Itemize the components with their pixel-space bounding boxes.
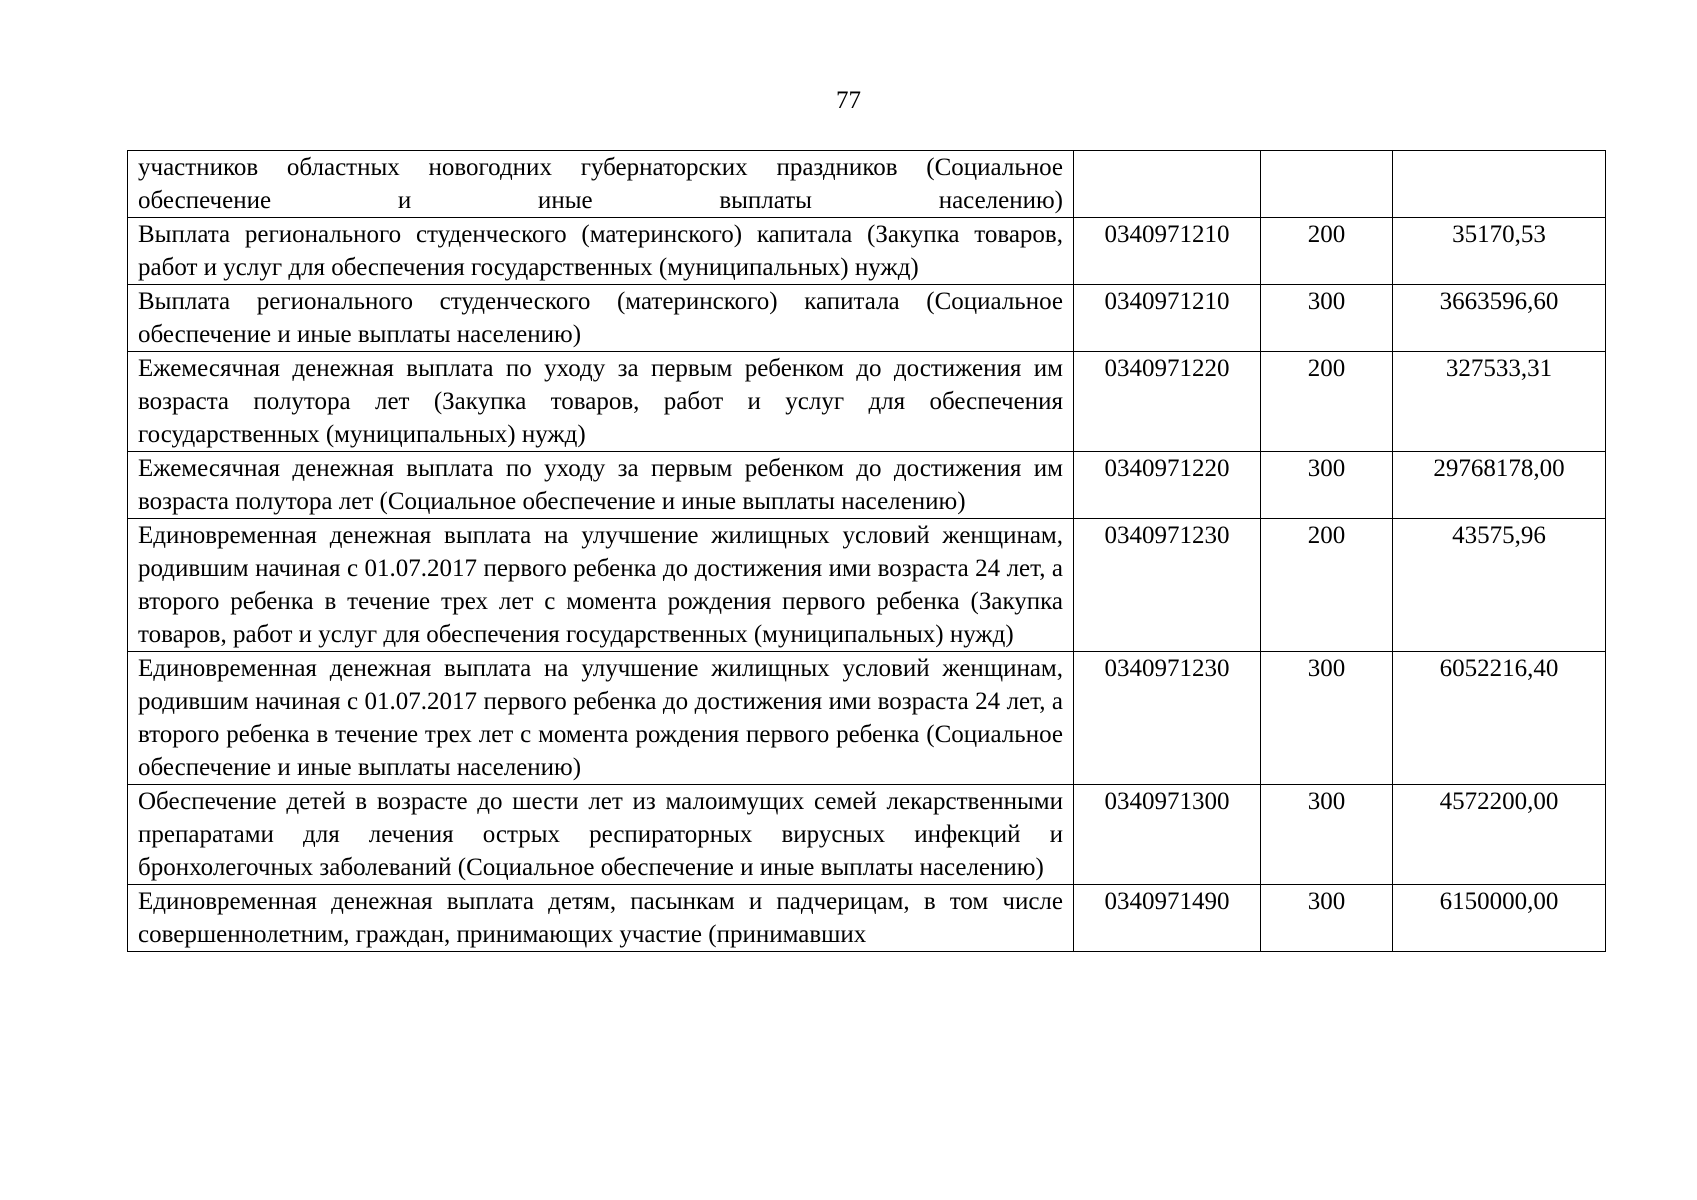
table-row [128,151,1606,218]
row-code: 0340971300 [1074,785,1261,885]
row-amount: 43575,96 [1393,519,1606,652]
table-row [128,519,1606,652]
row-description: Единовременная денежная выплата детям, пасынкам и падчерицам, в том числе совершеннолетним, граждан, принимающих участие (принимавших [128,885,1074,952]
row-code [1074,151,1261,218]
row-description: Ежемесячная денежная выплата по уходу за первым ребенком до достижения им возраста полутора лет (Социальное обеспечение и иные выплаты населению) [128,452,1074,519]
table-row [128,885,1606,952]
row-description: Обеспечение детей в возрасте до шести лет из малоимущих семей лекарственными препаратами для лечения острых респираторных вирусных инфекций и бронхолегочных заболеваний (Социальное обеспечение и иные выплаты населению) [128,785,1074,885]
row-expense-type: 300 [1261,785,1393,885]
row-amount: 6150000,00 [1393,885,1606,952]
row-code: 0340971490 [1074,885,1261,952]
page-number: 77 [836,87,861,114]
budget-table [127,150,1606,952]
row-code: 0340971230 [1074,519,1261,652]
row-description: Единовременная денежная выплата на улучшение жилищных условий женщинам, родившим начиная с 01.07.2017 первого ребенка до достижения ими возраста 24 лет, а второго ребенка в течение трех лет с момента рождения первого ребенка (Социальное обеспечение и иные выплаты населению) [128,652,1074,785]
row-expense-type [1261,151,1393,218]
table-row [128,785,1606,885]
row-description: Единовременная денежная выплата на улучшение жилищных условий женщинам, родившим начиная с 01.07.2017 первого ребенка до достижения ими возраста 24 лет, а второго ребенка в течение трех лет с момента рождения первого ребенка (Закупка товаров, работ и услуг для обеспечения государственных (муниципальных) нужд) [128,519,1074,652]
row-expense-type: 200 [1261,519,1393,652]
row-expense-type: 300 [1261,285,1393,352]
row-code: 0340971210 [1074,285,1261,352]
row-amount [1393,151,1606,218]
row-expense-type: 300 [1261,652,1393,785]
row-expense-type: 300 [1261,452,1393,519]
row-code: 0340971230 [1074,652,1261,785]
row-code: 0340971220 [1074,452,1261,519]
table-row [128,285,1606,352]
row-expense-type: 200 [1261,352,1393,452]
row-expense-type: 200 [1261,218,1393,285]
row-amount: 29768178,00 [1393,452,1606,519]
row-code: 0340971220 [1074,352,1261,452]
row-amount: 6052216,40 [1393,652,1606,785]
row-description: Выплата регионального студенческого (материнского) капитала (Закупка товаров, работ и услуг для обеспечения государственных (муниципальных) нужд) [128,218,1074,285]
row-amount: 4572200,00 [1393,785,1606,885]
row-description: Выплата регионального студенческого (материнского) капитала (Социальное обеспечение и иные выплаты населению) [128,285,1074,352]
row-code: 0340971210 [1074,218,1261,285]
row-amount: 327533,31 [1393,352,1606,452]
table-row [128,352,1606,452]
row-amount: 35170,53 [1393,218,1606,285]
row-amount: 3663596,60 [1393,285,1606,352]
table-row [128,452,1606,519]
row-description: Ежемесячная денежная выплата по уходу за первым ребенком до достижения им возраста полутора лет (Закупка товаров, работ и услуг для обеспечения государственных (муниципальных) нужд) [128,352,1074,452]
row-description: участников областных новогодних губернаторских праздников (Социальное обеспечение и иные выплаты населению) [128,151,1074,218]
table-row [128,218,1606,285]
row-expense-type: 300 [1261,885,1393,952]
table-row [128,652,1606,785]
